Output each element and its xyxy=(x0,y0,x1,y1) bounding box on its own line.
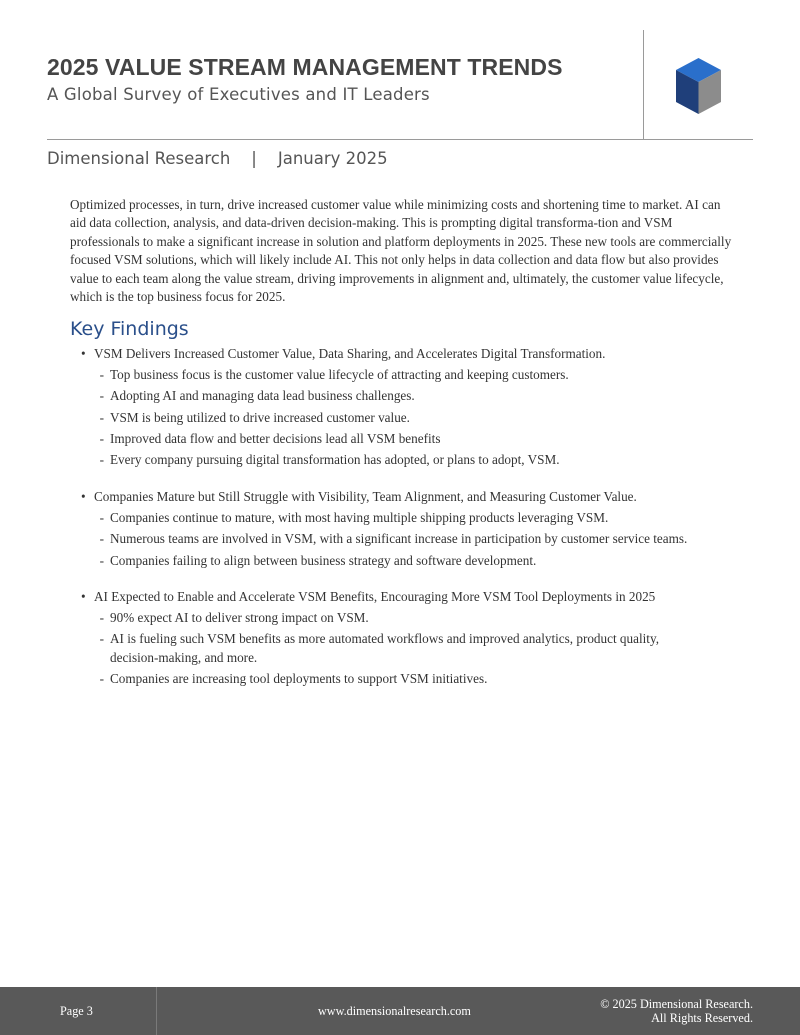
finding-item xyxy=(70,588,750,689)
dash-icon: - xyxy=(99,431,104,447)
cube-logo-icon xyxy=(676,58,721,114)
dash-icon: - xyxy=(99,509,104,525)
sub-finding xyxy=(70,609,750,628)
sub-finding-text: Improved data flow and better decisions lead all VSM benefits xyxy=(110,431,441,447)
dash-icon: - xyxy=(99,409,104,425)
sub-finding xyxy=(70,630,750,667)
sub-finding-text: AI is fueling such VSM benefits as more automated workflows and improved analytics, product quality, decision-making, and more. xyxy=(110,631,659,665)
header-vertical-divider xyxy=(643,30,644,139)
intro-paragraph: Optimized processes, in turn, drive increased customer value while minimizing costs and shortening time to market. AI can aid data collection, analysis, and data-driven decision-making. This is prompting digital transforma-tion and VSM professionals to make a significant increase in solution and platform deployments in 2025. These new tools are commercially focused VSM solutions, which will likely include AI. This not only helps in data collection and data flow but also provides value to each team along the value stream, driving improvements in alignment and, ultimately, the customer value lifecycle, which is the top business focus for 2025. xyxy=(70,197,732,305)
header-horizontal-divider xyxy=(47,139,753,140)
sub-finding xyxy=(70,387,750,406)
sub-finding-text: VSM is being utilized to drive increased customer value. xyxy=(110,409,410,425)
sub-finding-text: Companies continue to mature, with most having multiple shipping products leveraging VSM. xyxy=(110,509,609,525)
sub-finding-text: Every company pursuing digital transformation has adopted, or plans to adopt, VSM. xyxy=(110,452,560,468)
sub-finding-text: Top business focus is the customer value lifecycle of attracting and keeping customers. xyxy=(110,366,569,382)
rights-line: All Rights Reserved. xyxy=(651,1011,753,1025)
page-number: Page 3 xyxy=(60,1004,93,1018)
dash-icon: - xyxy=(99,631,104,647)
sub-finding xyxy=(70,670,750,689)
dash-icon: - xyxy=(99,531,104,547)
bullet-icon: • xyxy=(81,346,86,361)
sub-finding xyxy=(70,509,750,528)
finding-text: VSM Delivers Increased Customer Value, Data Sharing, and Accelerates Digital Transformation. xyxy=(94,346,606,361)
sub-finding xyxy=(70,366,750,385)
report-subtitle: A Global Survey of Executives and IT Leaders xyxy=(47,85,430,104)
dash-icon: - xyxy=(99,366,104,382)
dash-icon: - xyxy=(99,610,104,626)
dash-icon: - xyxy=(99,452,104,468)
bullet-icon: • xyxy=(81,589,86,605)
dash-icon: - xyxy=(99,671,104,687)
copyright-notice xyxy=(600,997,753,1025)
report-title: 2025 VALUE STREAM MANAGEMENT TRENDS xyxy=(47,54,563,80)
bullet-icon: • xyxy=(81,488,86,504)
byline: Dimensional Research | January 2025 xyxy=(47,149,388,168)
page-footer xyxy=(0,987,800,1035)
sub-finding xyxy=(70,552,750,571)
copyright-line: © 2025 Dimensional Research. xyxy=(600,997,753,1011)
sub-finding-text: 90% expect AI to deliver strong impact on VSM. xyxy=(110,610,369,626)
sub-finding xyxy=(70,430,750,449)
sub-finding xyxy=(70,409,750,428)
finding-item xyxy=(70,488,750,570)
dash-icon: - xyxy=(99,388,104,404)
finding-text: AI Expected to Enable and Accelerate VSM Benefits, Encouraging More VSM Tool Deployments in 2025 xyxy=(94,589,656,605)
sub-finding-text: Adopting AI and managing data lead business challenges. xyxy=(110,388,415,404)
sub-finding xyxy=(70,451,750,470)
key-findings-heading: Key Findings xyxy=(70,318,189,340)
dash-icon: - xyxy=(99,552,104,568)
finding-item xyxy=(70,345,750,470)
sub-finding-text: Companies are increasing tool deployments to support VSM initiatives. xyxy=(110,671,488,687)
sub-finding-text: Numerous teams are involved in VSM, with a significant increase in participation by customer service teams. xyxy=(110,531,688,547)
sub-finding-text: Companies failing to align between business strategy and software development. xyxy=(110,552,537,568)
key-findings-list xyxy=(70,345,750,698)
footer-divider xyxy=(156,987,157,1035)
sub-finding xyxy=(70,530,750,549)
finding-text: Companies Mature but Still Struggle with Visibility, Team Alignment, and Measuring Customer Value. xyxy=(94,488,637,504)
website-link[interactable]: www.dimensionalresearch.com xyxy=(318,1004,471,1018)
